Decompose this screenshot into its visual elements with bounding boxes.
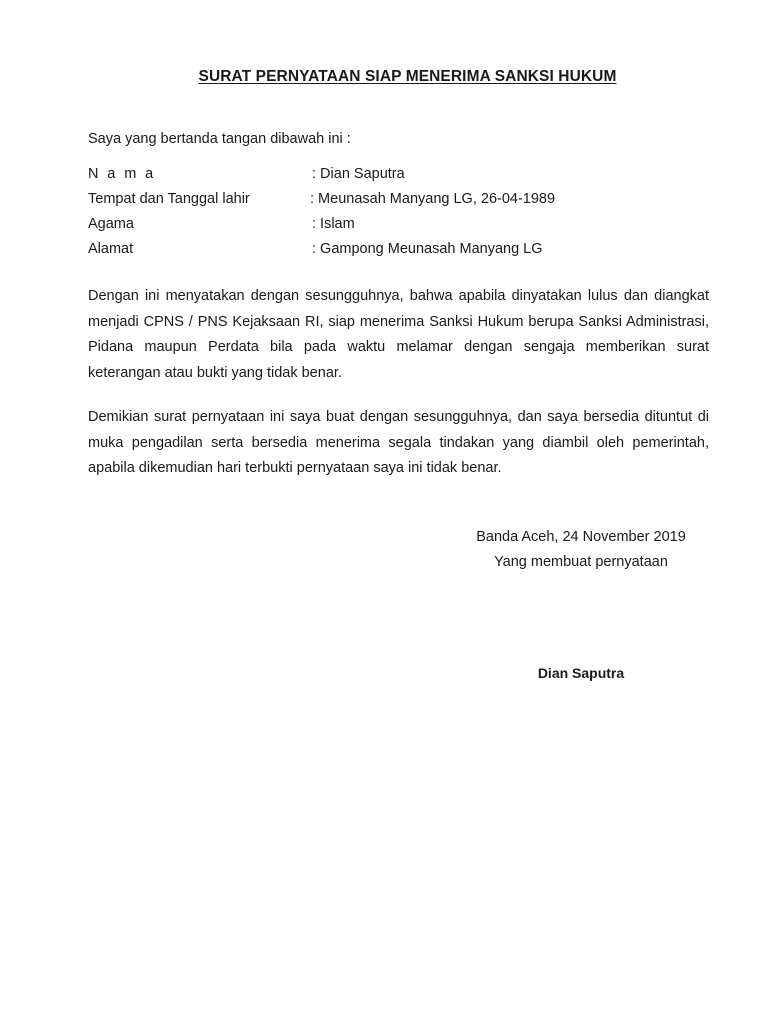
field-value-agama: : Islam	[312, 216, 355, 232]
field-label-ttl: Tempat dan Tanggal lahir	[88, 191, 250, 207]
signer-role: Yang membuat pernyataan	[494, 554, 668, 570]
field-label-alamat: Alamat	[88, 241, 134, 257]
field-label-nama: N a m a	[88, 166, 156, 182]
document-title: SURAT PERNYATAAN SIAP MENERIMA SANKSI HUKUM	[198, 68, 617, 85]
field-label-agama: Agama	[88, 216, 134, 232]
field-row-nama	[88, 166, 688, 186]
field-row-alamat	[88, 241, 688, 261]
field-value-ttl: : Meunasah Manyang LG, 26-04-1989	[310, 191, 556, 207]
statement-paragraph: Dengan ini menyatakan dengan sesungguhnya, bahwa apabila dinyatakan lulus dan diangkat menjadi CPNS / PNS Kejaksaan RI, siap menerima Sanksi Hukum berupa Sanksi Administrasi, Pidana maupun Perdata bila pada waktu melamar dengan sengaja memberikan surat keterangan atau bukti yang tidak benar.	[88, 288, 709, 381]
closing-paragraph: Demikian surat pernyataan ini saya buat dengan sesungguhnya, dan saya bersedia dituntut di muka pengadilan serta bersedia menerima segala tindakan yang diambil oleh pemerintah, apabila dikemudian hari terbukti pernyataan saya ini tidak benar.	[88, 409, 709, 476]
place-date: Banda Aceh, 24 November 2019	[476, 529, 686, 545]
signer-name: Dian Saputra	[537, 665, 625, 681]
field-value-nama: : Dian Saputra	[312, 166, 405, 182]
field-value-alamat: : Gampong Meunasah Manyang LG	[312, 241, 543, 257]
field-row-agama	[88, 216, 688, 236]
intro-text: Saya yang bertanda tangan dibawah ini :	[88, 131, 351, 147]
field-row-ttl	[88, 191, 688, 211]
